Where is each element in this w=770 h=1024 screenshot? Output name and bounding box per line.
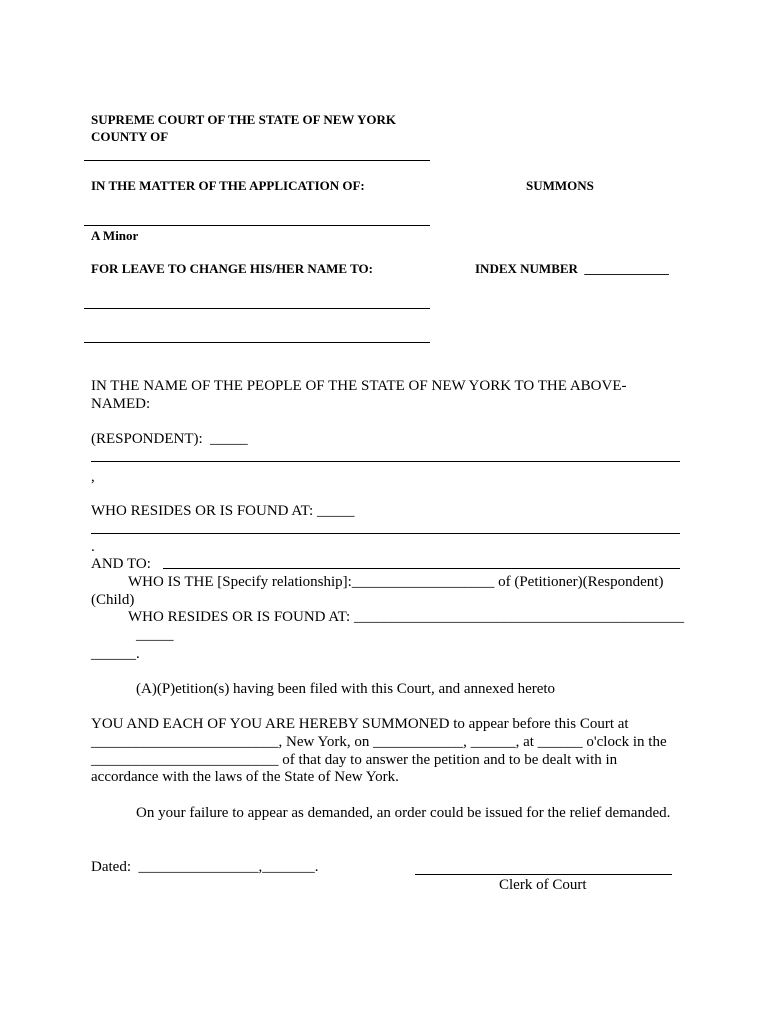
address-blank-end: ______. [91, 646, 140, 662]
people-line-2: NAMED: [91, 396, 151, 412]
respondent-comma: , [91, 469, 95, 485]
clerk-signature-rule [415, 874, 672, 875]
document-type: SUMMONS [526, 178, 594, 193]
county-rule [84, 160, 430, 161]
applicant-rule [84, 225, 430, 226]
summoned-line-3: _________________________ of that day to answer the petition and to be dealt with in [91, 752, 618, 768]
resides-label-2: WHO RESIDES OR IS FOUND AT: ____________________________________________ [128, 609, 684, 625]
respondent-rule [91, 461, 680, 462]
leave-heading: FOR LEAVE TO CHANGE HIS/HER NAME TO: [91, 261, 373, 276]
dated-line: Dated: ________________,_______. [91, 859, 319, 875]
address-period: . [91, 539, 95, 555]
minor-label: A Minor [91, 228, 139, 243]
new-name-rule-1 [84, 308, 430, 309]
and-to-rule [163, 568, 680, 569]
and-to-label: AND TO: [91, 556, 151, 572]
failure-paragraph: On your failure to appear as demanded, an order could be issued for the relief demanded. [136, 805, 671, 821]
summoned-line-4: accordance with the laws of the State of New York. [91, 769, 399, 785]
address-rule-1 [91, 533, 680, 534]
new-name-rule-2 [84, 342, 430, 343]
people-line-1: IN THE NAME OF THE PEOPLE OF THE STATE OF NEW YORK TO THE ABOVE- [91, 378, 627, 394]
clerk-label: Clerk of Court [499, 877, 587, 893]
index-number: INDEX NUMBER _____________ [475, 261, 669, 276]
respondent-label: (RESPONDENT): _____ [91, 431, 248, 447]
relationship-line: WHO IS THE [Specify relationship]:___________________ of (Petitioner)(Respondent) [128, 574, 664, 590]
resides-label-1: WHO RESIDES OR IS FOUND AT: _____ [91, 503, 355, 519]
county-label: COUNTY OF [91, 129, 169, 144]
court-name: SUPREME COURT OF THE STATE OF NEW YORK [91, 112, 396, 127]
summoned-line-1: YOU AND EACH OF YOU ARE HEREBY SUMMONED to appear before this Court at [91, 716, 629, 732]
petition-paragraph: (A)(P)etition(s) having been filed with this Court, and annexed hereto [136, 681, 556, 697]
child-label: (Child) [91, 592, 135, 608]
matter-heading: IN THE MATTER OF THE APPLICATION OF: [91, 178, 365, 193]
address-blank-short: _____ [136, 627, 174, 643]
summoned-line-2: _________________________, New York, on ____________, ______, at ______ o'clock in the [91, 734, 667, 750]
